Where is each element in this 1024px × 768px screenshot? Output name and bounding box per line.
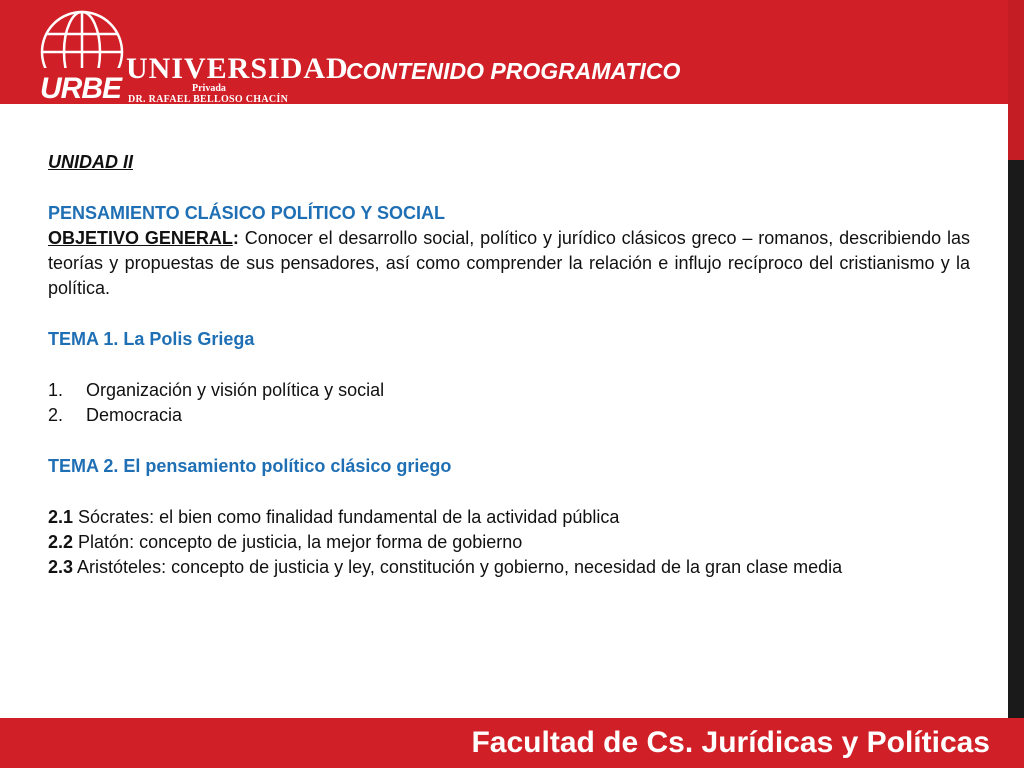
objetivo-text: Conocer el desarrollo social, político y jurídico clásicos greco – romanos, describiendo las teorías y propuestas de sus pensadores, así como comprender la relación e influjo recíproco del cristianismo y la política. <box>48 228 970 298</box>
logo-text-main: UNIVERSIDAD <box>126 52 349 85</box>
content-body <box>48 150 970 580</box>
list-item <box>48 403 970 428</box>
list-item <box>48 505 970 530</box>
tema2-title: TEMA 2. El pensamiento político clásico griego <box>48 456 452 476</box>
list-number: 2.2 <box>48 532 74 552</box>
list-text: Sócrates: el bien como finalidad fundamental de la actividad pública <box>73 507 620 527</box>
list-text: Aristóteles: concepto de justicia y ley, constitución y gobierno, necesidad de la gran clase media <box>73 557 843 577</box>
unidad-heading: UNIDAD II <box>48 152 133 172</box>
list-number: 2. <box>48 405 64 425</box>
logo-text-sub1: Privada <box>192 83 226 94</box>
page-title: CONTENIDO PROGRAMATICO <box>346 58 681 84</box>
list-number: 2.3 <box>48 557 74 577</box>
right-strip-red <box>1008 0 1024 160</box>
right-strip-dark <box>1008 160 1024 720</box>
tema1-title: TEMA 1. La Polis Griega <box>48 329 255 349</box>
list-text: Democracia <box>86 405 183 425</box>
list-number: 2.1 <box>48 507 74 527</box>
footer-text: Facultad de Cs. Jurídicas y Políticas <box>471 726 990 759</box>
list-item <box>48 530 970 555</box>
list-text: Organización y visión política y social <box>86 380 385 400</box>
list-item <box>48 555 970 580</box>
objetivo-paragraph <box>48 226 970 301</box>
logo-text-sub2: DR. RAFAEL BELLOSO CHACÍN <box>128 94 289 105</box>
section-title: PENSAMIENTO CLÁSICO POLÍTICO Y SOCIAL <box>48 203 446 223</box>
objetivo-colon: : <box>232 228 239 248</box>
svg-text:URBE: URBE <box>40 72 122 102</box>
list-text: Platón: concepto de justicia, la mejor forma de gobierno <box>73 532 523 552</box>
objetivo-label: OBJETIVO GENERAL <box>48 228 233 248</box>
list-number: 1. <box>48 380 64 400</box>
list-item <box>48 378 970 403</box>
